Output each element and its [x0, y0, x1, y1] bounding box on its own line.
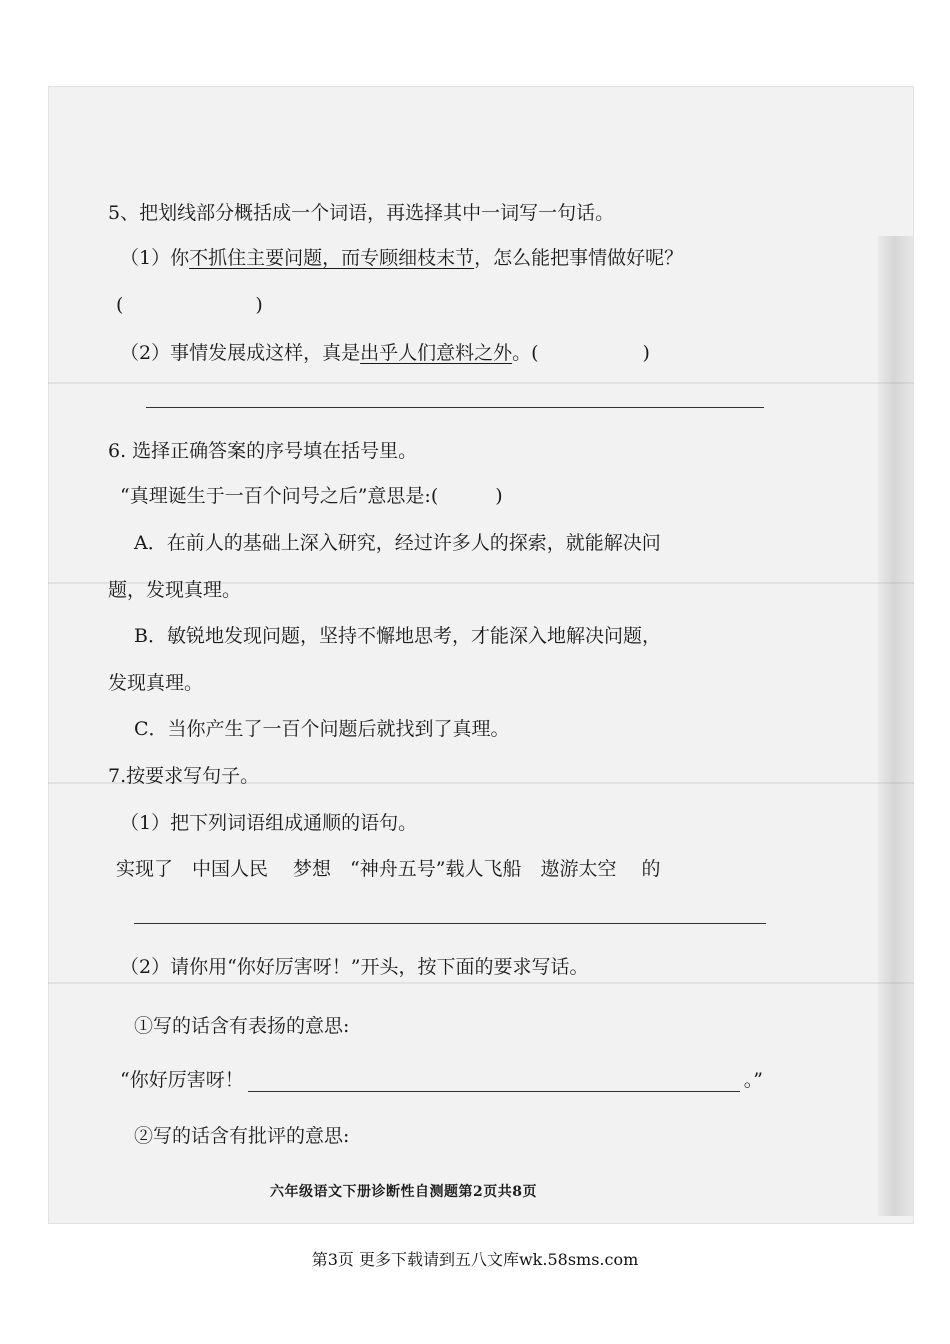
bleed-through-line	[48, 382, 914, 384]
q5-title: 5、把划线部分概括成一个词语，再选择其中一词写一句话。	[108, 202, 615, 224]
q7-word-list: 实现了 中国人民 梦想 “神舟五号”载人飞船 遨游太空 的	[116, 858, 661, 880]
q5-s1-paren-open: (	[116, 294, 124, 316]
q7-quote-close: 。”	[743, 1069, 763, 1091]
q6-option-a-line2: 题，发现真理。	[108, 579, 242, 601]
q6-title: 6. 选择正确答案的序号填在括号里。	[108, 440, 418, 462]
q7-title: 7.按要求写句子。	[108, 765, 260, 787]
q7-sub-1: （1）把下列词语组成通顺的语句。	[120, 812, 418, 834]
q6-option-a-line1: A．在前人的基础上深入研究，经过许多人的探索，就能解决问	[134, 532, 661, 554]
q7-praise-answer-line[interactable]	[248, 1071, 740, 1092]
q7-item-praise: ①写的话含有表扬的意思:	[134, 1015, 350, 1037]
q7-quote-open: “你好厉害呀！	[120, 1069, 244, 1091]
download-note: 第3页 更多下载请到五八文库wk.58sms.com	[311, 1250, 639, 1269]
q5-sentence-1	[120, 246, 683, 270]
q5-s1-prefix: （1）你	[120, 247, 190, 269]
q5-s2-underlined: 出乎人们意料之外	[360, 342, 513, 364]
q5-answer-1	[116, 293, 263, 317]
q7-praise-answer	[120, 1068, 763, 1092]
bleed-through-line	[48, 982, 914, 984]
q5-s1-paren-close: )	[255, 294, 263, 316]
q6-option-c: C．当你产生了一百个问题后就找到了真理。	[134, 718, 510, 740]
q5-sentence-2	[120, 341, 650, 365]
q5-s2-paren-close: )	[642, 342, 650, 364]
q6-stem: “真理诞生于一百个问号之后”意思是:( )	[120, 485, 503, 507]
q5-s1-underlined: 不抓住主要问题，而专顾细枝末节	[189, 247, 475, 269]
q6-option-b-line1: B．敏锐地发现问题，坚持不懈地思考，才能深入地解决问题，	[134, 625, 661, 647]
page-footer: 六年级语文下册诊断性自测题第2页共8页	[270, 1184, 537, 1200]
q6-option-b-line2: 发现真理。	[108, 672, 204, 694]
q7-answer-line-1[interactable]	[134, 923, 766, 924]
q5-writing-line[interactable]	[146, 407, 764, 408]
q7-sub-2: （2）请你用“你好厉害呀！”开头，按下面的要求写话。	[120, 956, 589, 978]
q5-s1-suffix: ，怎么能把事情做好呢？	[474, 247, 684, 269]
q5-s2-suffix: 。(	[512, 342, 539, 364]
q5-s2-prefix: （2）事情发展成这样，真是	[120, 342, 361, 364]
q7-item-criticism: ②写的话含有批评的意思:	[134, 1125, 350, 1147]
